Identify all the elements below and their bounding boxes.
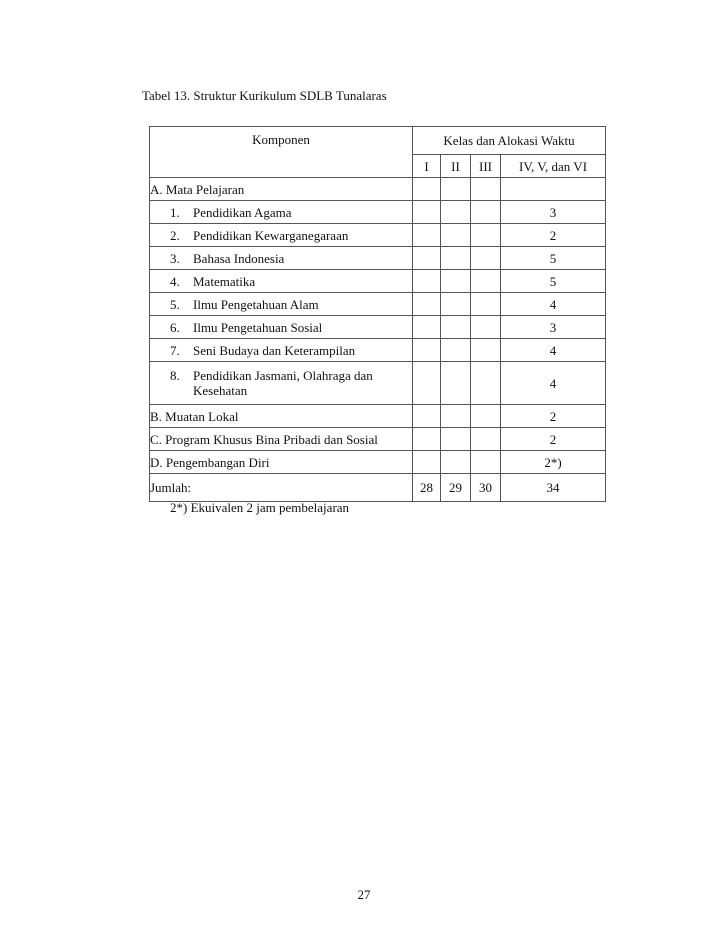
subject-name: Ilmu Pengetahuan Sosial (193, 319, 323, 335)
subject-number: 4. (170, 273, 180, 289)
total-ii: 29 (441, 474, 471, 502)
subject-name: Seni Budaya dan Keterampilan (193, 342, 356, 358)
subject-value: 4 (501, 293, 606, 316)
subject-number: 2. (170, 227, 180, 243)
section-row-a (150, 178, 606, 201)
section-label: D. Pengembangan Diri (150, 451, 413, 474)
subject-number: 1. (170, 204, 180, 220)
subject-value: 3 (501, 316, 606, 339)
total-iv-vi: 34 (501, 474, 606, 502)
subject-value: 3 (501, 201, 606, 224)
subject-name: Pendidikan Agama (193, 204, 292, 220)
section-row-d (150, 451, 606, 474)
subject-value: 4 (501, 339, 606, 362)
section-label: B. Muatan Lokal (150, 405, 413, 428)
section-row-b (150, 405, 606, 428)
table-header-row (150, 127, 606, 155)
total-label: Jumlah: (150, 474, 413, 502)
total-row (150, 474, 606, 502)
subject-name: Pendidikan Jasmani, Olahraga dan Kesehatan (193, 368, 373, 398)
subject-value: 5 (501, 247, 606, 270)
subject-value: 2 (501, 224, 606, 247)
table-row (150, 270, 606, 293)
subject-number: 8. (170, 368, 180, 383)
table-row (150, 293, 606, 316)
komponen-header: Komponen (150, 127, 413, 178)
subject-number: 7. (170, 342, 180, 358)
subject-number: 6. (170, 319, 180, 335)
table-row (150, 224, 606, 247)
subject-name: Ilmu Pengetahuan Alam (193, 296, 319, 312)
table-caption: Tabel 13. Struktur Kurikulum SDLB Tunalaras (142, 88, 387, 103)
subject-value: 5 (501, 270, 606, 293)
section-label: A. Mata Pelajaran (150, 178, 413, 201)
total-i: 28 (413, 474, 441, 502)
total-iii: 30 (471, 474, 501, 502)
table-row (150, 316, 606, 339)
subject-name: Matematika (193, 273, 256, 289)
page-number: 27 (357, 887, 371, 902)
subject-name: Bahasa Indonesia (193, 250, 285, 266)
section-value: 2 (501, 428, 606, 451)
table-row (150, 362, 606, 405)
subject-number: 3. (170, 250, 180, 266)
table-row (150, 339, 606, 362)
footnote: 2*) Ekuivalen 2 jam pembelajaran (170, 500, 350, 515)
subject-number: 5. (170, 296, 180, 312)
col-header-i: I (413, 155, 441, 178)
col-header-iii: III (471, 155, 501, 178)
section-value: 2*) (501, 451, 606, 474)
section-label: C. Program Khusus Bina Pribadi dan Sosial (150, 428, 413, 451)
col-header-ii: II (441, 155, 471, 178)
section-value: 2 (501, 405, 606, 428)
curriculum-table (149, 126, 606, 502)
subject-name: Pendidikan Kewarganegaraan (193, 227, 349, 243)
section-row-c (150, 428, 606, 451)
table-row (150, 247, 606, 270)
table-row (150, 201, 606, 224)
kelas-header: Kelas dan Alokasi Waktu (413, 127, 606, 155)
subject-value: 4 (501, 362, 606, 405)
col-header-iv-vi: IV, V, dan VI (501, 155, 606, 178)
